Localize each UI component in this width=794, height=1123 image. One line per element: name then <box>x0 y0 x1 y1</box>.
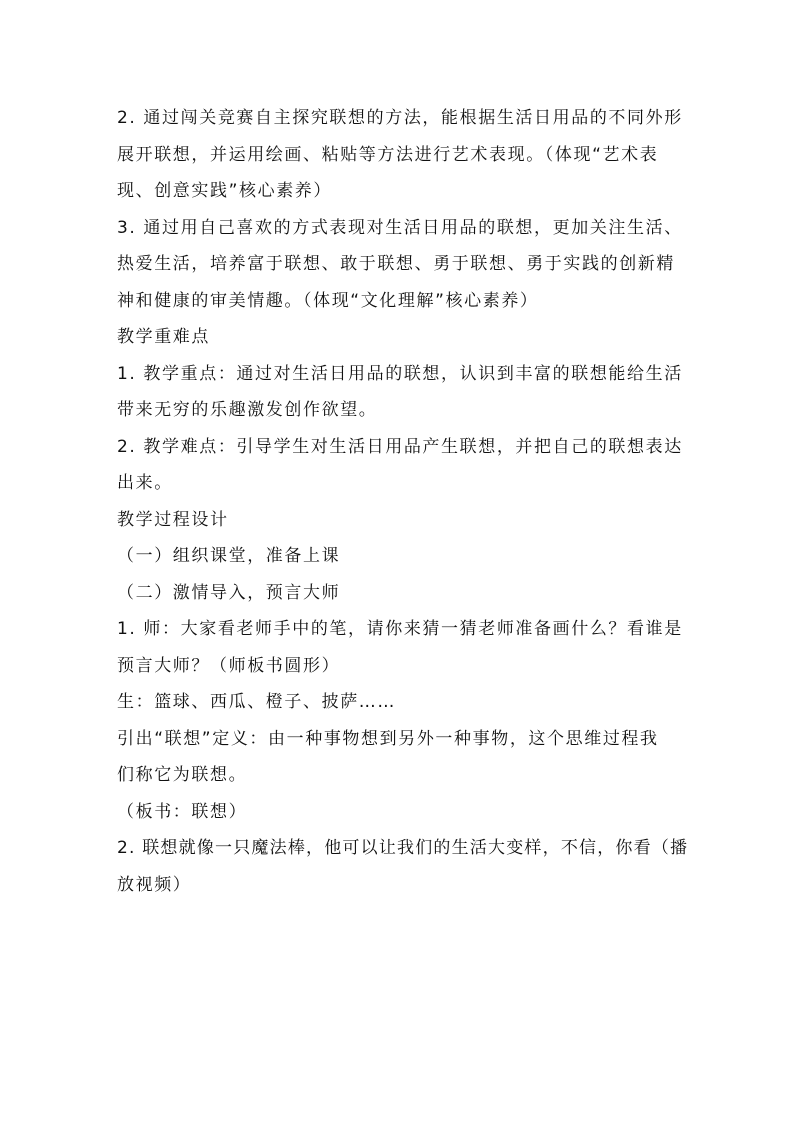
key-point-line-1: 1. 教学重点：通过对生活日用品的联想，认识到丰富的联想能给生活 <box>117 363 683 384</box>
magic-wand-line-1: 2. 联想就像一只魔法棒，他可以让我们的生活大变样，不信，你看（播 <box>117 838 689 858</box>
step-2-heading: （二）激情导入，预言大师 <box>117 582 341 603</box>
objective-3-line-1: 3. 通过用自己喜欢的方式表现对生活日用品的联想，更加关注生活、 <box>117 217 683 238</box>
objective-2-line-3: 现、创意实践”核心素养） <box>117 181 333 201</box>
key-point-line-2: 带来无穷的乐趣激发创作欲望。 <box>117 400 378 420</box>
teacher-prompt-line-1: 1. 师：大家看老师手中的笔，请你来猜一猜老师准备画什么？看谁是 <box>117 619 683 639</box>
magic-wand-line-2: 放视频） <box>117 874 192 895</box>
board-note: （板书：联想） <box>117 801 248 822</box>
objective-2-line-2: 展开联想，并运用绘画、粘贴等方法进行艺术表现。（体现“艺术表 <box>117 144 659 165</box>
objective-3-line-3: 神和健康的审美情趣。（体现“文化理解”核心素养） <box>117 290 539 311</box>
definition-line-1: 引出“联想”定义：由一种事物想到另外一种事物，这个思维过程我 <box>117 728 659 749</box>
teacher-prompt-line-2: 预言大师？（师板书圆形） <box>117 655 341 676</box>
difficulty-line-1: 2. 教学难点：引导学生对生活日用品产生联想，并把自己的联想表达 <box>117 436 683 457</box>
difficulty-line-2: 出来。 <box>117 473 173 493</box>
section-heading-key-difficulties: 教学重难点 <box>117 327 210 347</box>
document-body <box>117 100 687 903</box>
step-1-heading: （一）组织课堂，准备上课 <box>117 546 341 566</box>
objective-2-line-1: 2. 通过闯关竞赛自主探究联想的方法，能根据生活日用品的不同外形 <box>117 108 683 128</box>
definition-line-2: 们称它为联想。 <box>117 765 248 785</box>
section-heading-process-design: 教学过程设计 <box>117 509 229 530</box>
objective-3-line-2: 热爱生活，培养富于联想、敢于联想、勇于联想、勇于实践的创新精 <box>117 254 675 274</box>
student-answer: 生：篮球、西瓜、橙子、披萨…… <box>117 692 396 712</box>
